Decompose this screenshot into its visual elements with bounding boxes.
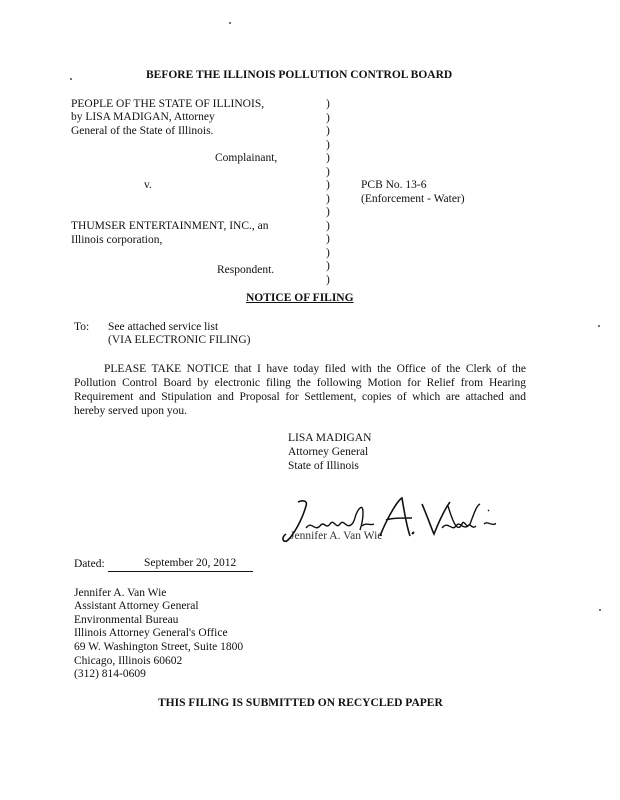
- date-underline: [108, 571, 253, 572]
- scan-speck: [70, 78, 72, 80]
- complainant-label: Complainant,: [215, 152, 278, 164]
- contact-title: Assistant Attorney General: [74, 600, 199, 612]
- contact-office: Illinois Attorney General's Office: [74, 627, 228, 639]
- ag-title: Attorney General: [288, 446, 369, 458]
- respondent-label: Respondent.: [217, 264, 275, 276]
- signer-typed-name: Jennifer A. Van Wie: [290, 530, 383, 542]
- caption-parenthesis-column: ) ) ) ) ) ) ) ) ) ) ) ) ) ): [326, 98, 330, 286]
- versus-label: v.: [144, 179, 152, 191]
- plaintiff-line-3: General of the State of Illinois.: [71, 125, 214, 137]
- scan-speck: [599, 609, 601, 611]
- case-number: PCB No. 13-6: [361, 179, 427, 191]
- board-title: BEFORE THE ILLINOIS POLLUTION CONTROL BOARD: [146, 69, 453, 81]
- scan-speck: [229, 22, 231, 24]
- handwritten-signature: [282, 496, 496, 546]
- dated-label: Dated:: [74, 558, 105, 570]
- recycled-paper-notice: THIS FILING IS SUBMITTED ON RECYCLED PAPER: [158, 697, 443, 709]
- contact-name: Jennifer A. Van Wie: [74, 587, 167, 599]
- plaintiff-line-1: PEOPLE OF THE STATE OF ILLINOIS,: [71, 98, 265, 110]
- scan-speck: [598, 325, 600, 327]
- to-line-1: See attached service list: [108, 321, 219, 333]
- to-label: To:: [74, 321, 90, 333]
- defendant-line-1: THUMSER ENTERTAINMENT, INC., an: [71, 220, 269, 232]
- defendant-line-2: Illinois corporation,: [71, 234, 163, 246]
- contact-bureau: Environmental Bureau: [74, 614, 179, 626]
- contact-street: 69 W. Washington Street, Suite 1800: [74, 641, 244, 653]
- ag-state: State of Illinois: [288, 460, 359, 472]
- dated-value: September 20, 2012: [144, 557, 237, 569]
- ag-name: LISA MADIGAN: [288, 432, 372, 444]
- contact-phone: (312) 814-0609: [74, 668, 146, 680]
- contact-city: Chicago, Illinois 60602: [74, 655, 183, 667]
- case-type: (Enforcement - Water): [361, 193, 465, 205]
- notice-body: PLEASE TAKE NOTICE that I have today filed with the Office of the Clerk of the Pollution Control Board by electronic filing the following Motion for Relief from Hearing Requirement and Stipulation and Proposal for Settlement, copies of which are attached and hereby served upon you.: [74, 363, 526, 417]
- notice-heading: NOTICE OF FILING: [246, 292, 354, 304]
- plaintiff-line-2: by LISA MADIGAN, Attorney: [71, 111, 215, 123]
- to-line-2: (VIA ELECTRONIC FILING): [108, 334, 251, 346]
